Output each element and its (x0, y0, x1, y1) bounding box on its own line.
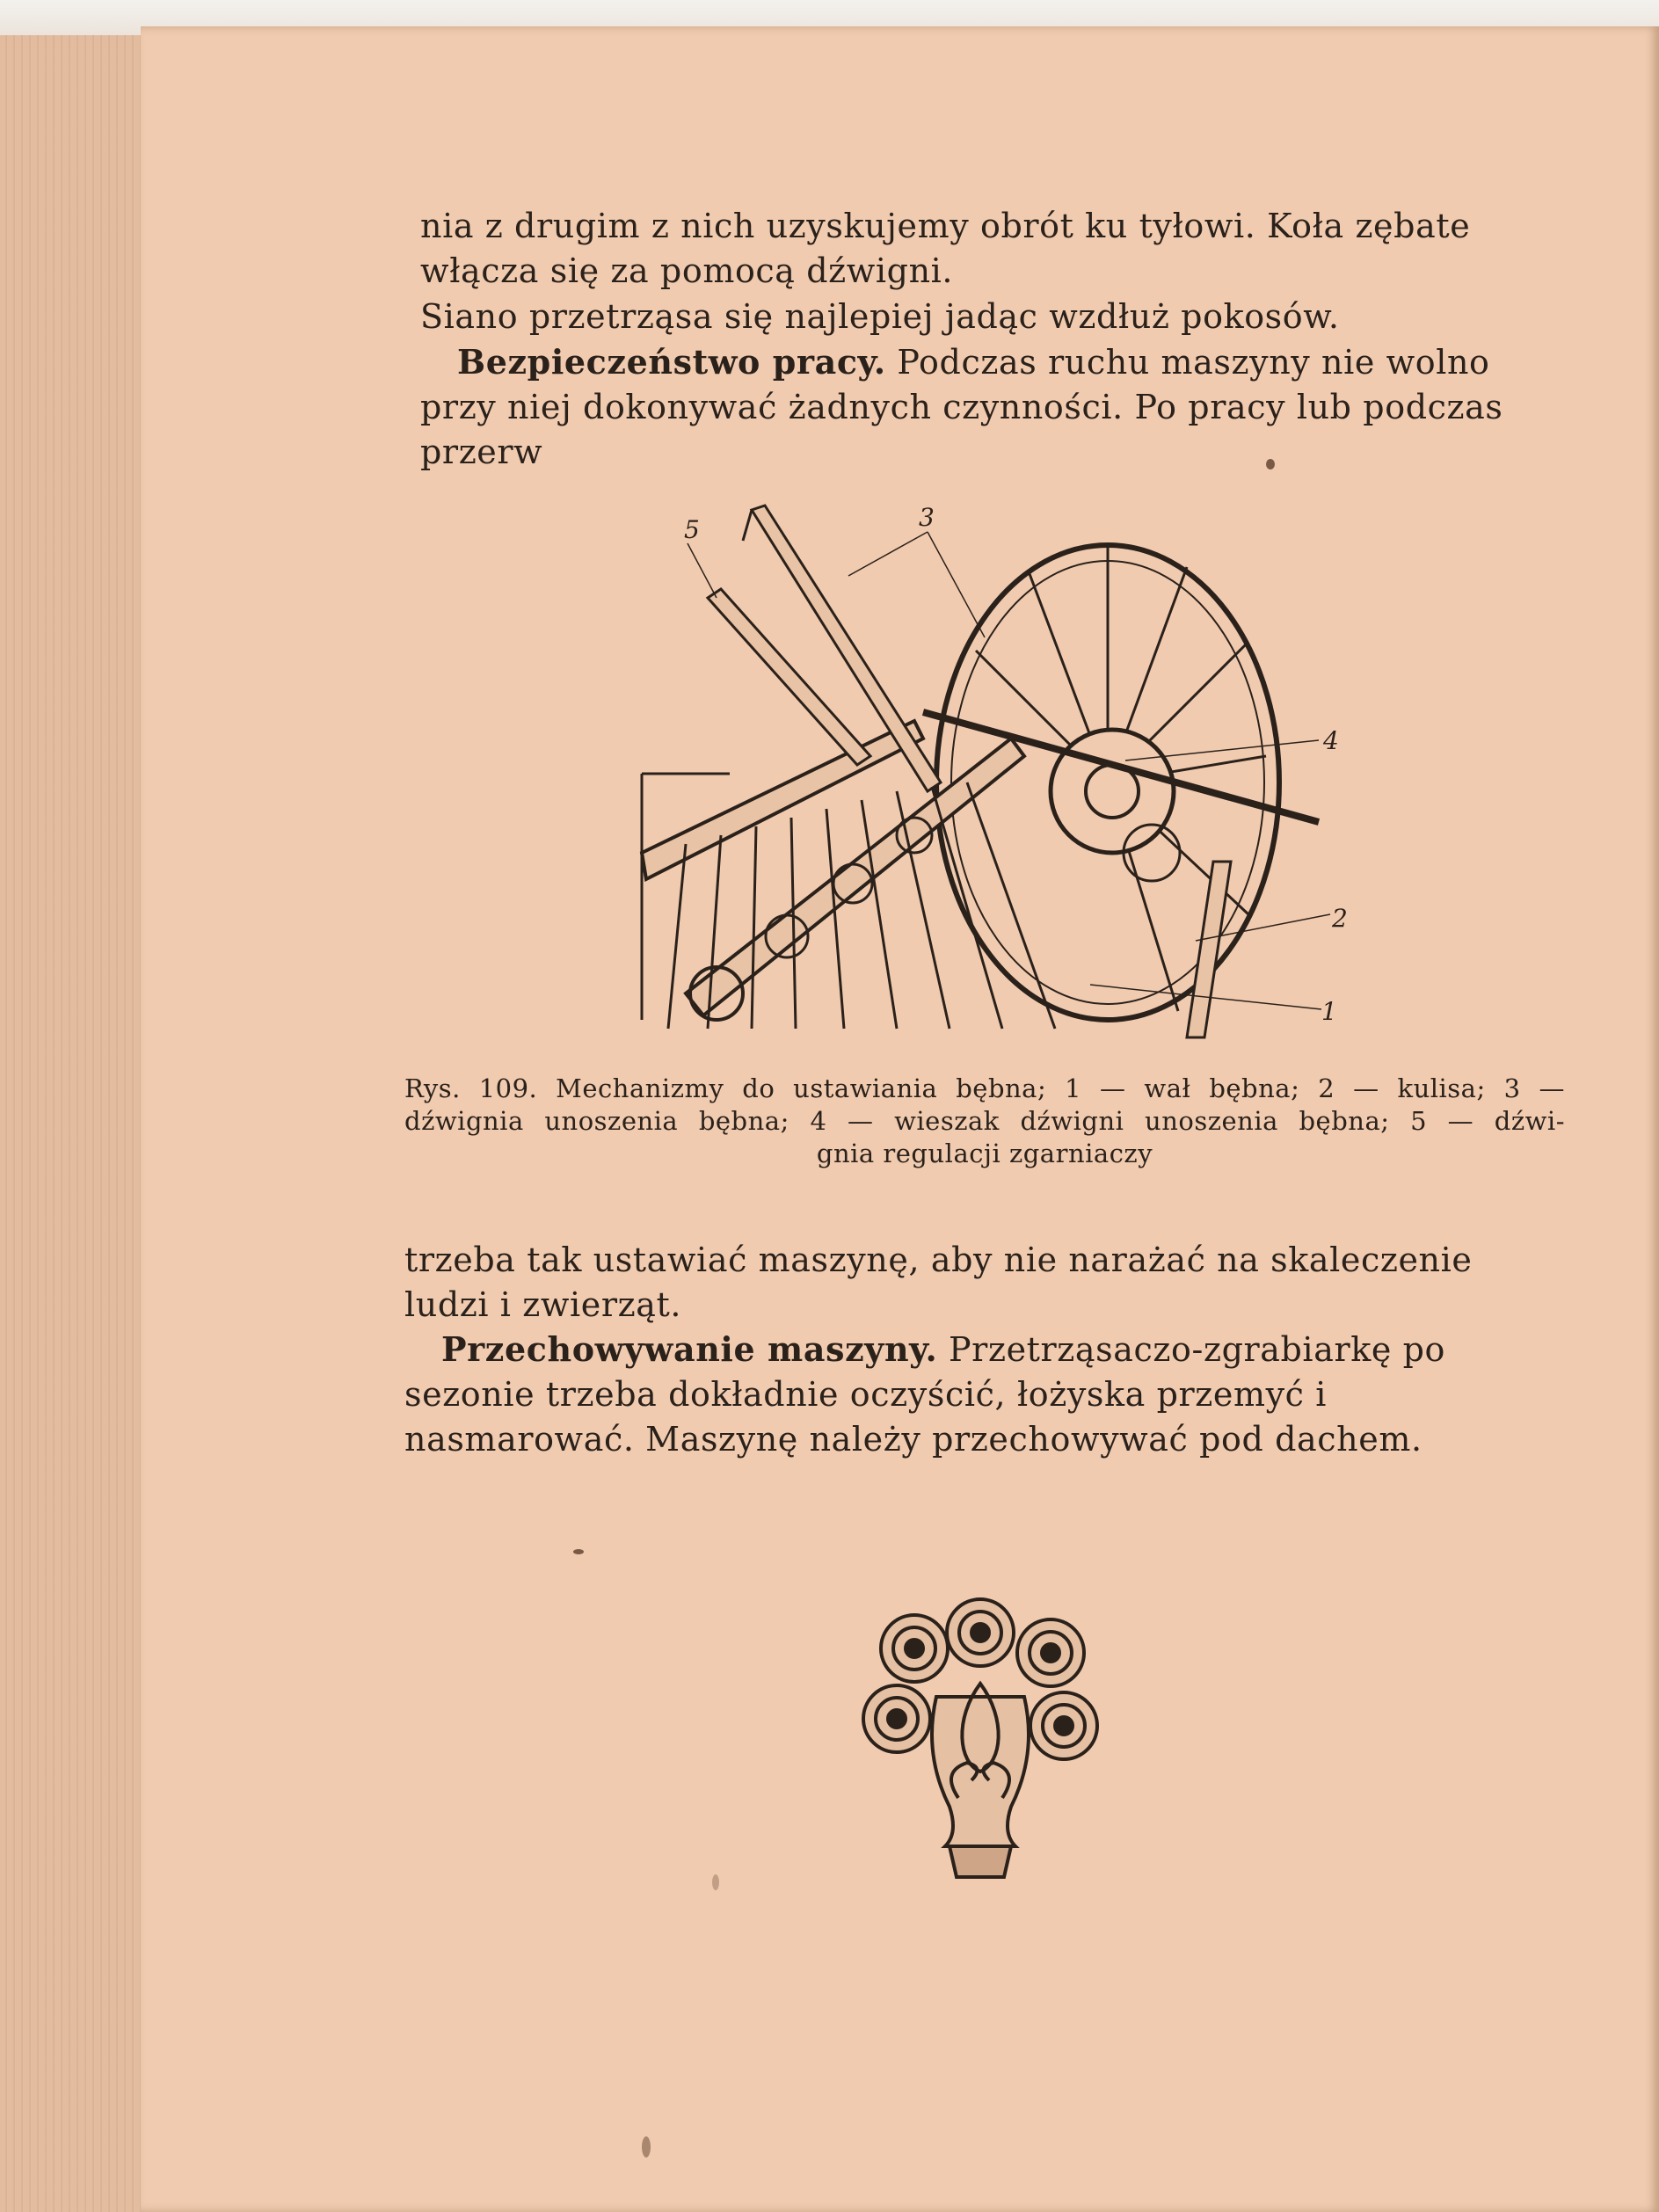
paragraph-text: Siano przetrząsa się najlepiej jadąc wzdłuż pokosów. (420, 297, 1340, 336)
paragraph-text: Przetrząsaczo-zgrabiarkę po sezonie trzeba dokładnie oczyścić, łożyska przemyć i nasmarować. Maszynę należy przechowywać pod dachem. (404, 1330, 1446, 1459)
figure-label-4: 4 (1323, 726, 1339, 755)
section-heading: Przechowywanie maszyny. (441, 1329, 938, 1369)
paragraph-continuation (420, 204, 1572, 294)
machine-illustration (633, 492, 1348, 1055)
figure-label-2: 2 (1332, 904, 1348, 933)
paragraph-hay (420, 295, 1572, 339)
paragraph-text: trzeba tak ustawiać maszynę, aby nie narażać na skaleczenie ludzi i zwierząt. (404, 1241, 1473, 1324)
figure-caption (404, 1073, 1565, 1170)
figure-label-1: 1 (1321, 997, 1337, 1026)
paragraph-text: Podczas ruchu maszyny nie wolno przy niej dokonywać żadnych czynności. Po pracy lub podczas przerw (420, 343, 1503, 471)
decorative-flower-ornament (853, 1596, 1108, 1886)
paper-speck (573, 1549, 584, 1554)
caption-line: Rys. 109. Mechanizmy do ustawiania bębna; 1 — wał bębna; 2 — kulisa; 3 — (404, 1073, 1565, 1103)
figure-label-3: 3 (919, 503, 935, 532)
paragraph-storage (404, 1327, 1565, 1462)
section-heading: Bezpieczeństwo pracy. (457, 342, 886, 382)
paragraph-safety (420, 339, 1572, 475)
caption-line: dźwignia unoszenia bębna; 4 — wieszak dźwigni unoszenia bębna; 5 — dźwi- (404, 1106, 1565, 1136)
figure-label-5: 5 (684, 515, 700, 544)
paragraph-text: nia z drugim z nich uzyskujemy obrót ku tyłowi. Koła zębate włącza się za pomocą dźwigni. (420, 207, 1471, 290)
paper-speck (712, 1874, 719, 1890)
paper-speck (1266, 459, 1275, 469)
paragraph-safety-continued (404, 1238, 1565, 1328)
paper-speck (642, 2136, 651, 2157)
caption-line: gnia regulacji zgarniaczy (816, 1139, 1153, 1168)
